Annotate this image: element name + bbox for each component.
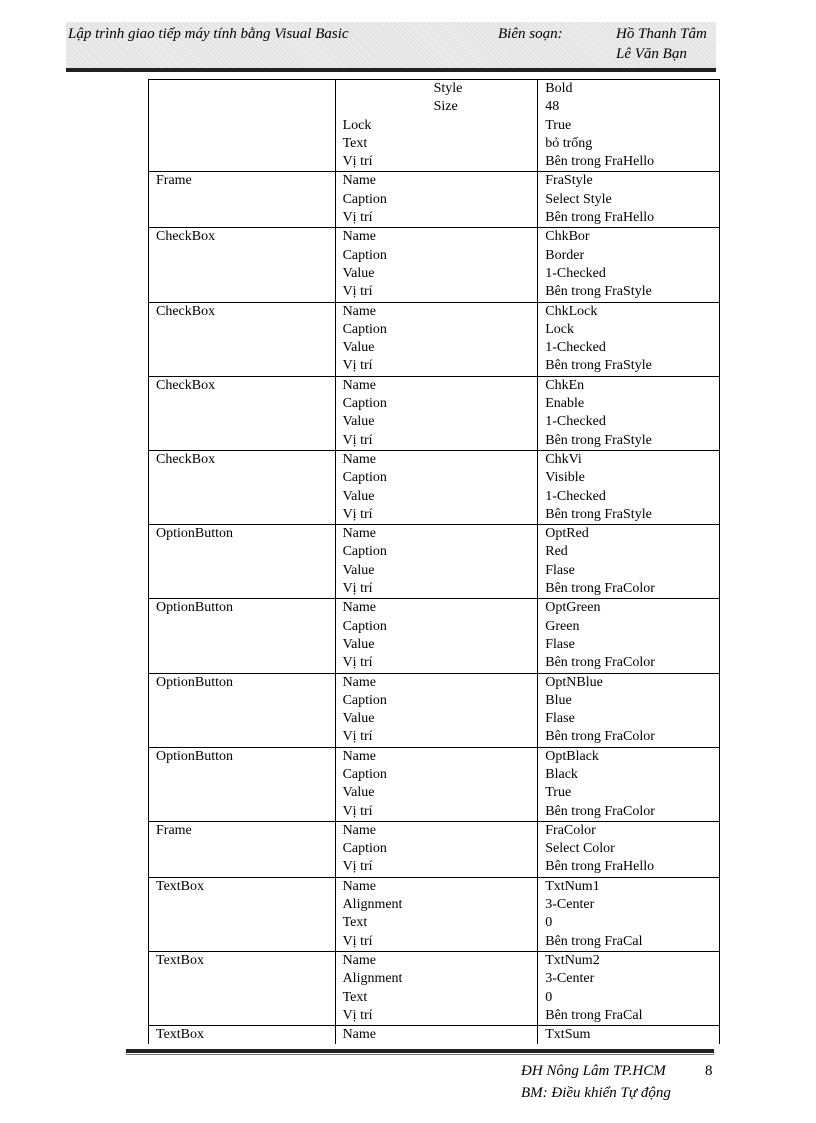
property-name: Value: [342, 414, 375, 430]
property-name: Vị trí: [342, 506, 373, 522]
property-value: Bên trong FraCal: [545, 1007, 643, 1023]
property-name: Vị trí: [342, 432, 373, 448]
property-name: Vị trí: [342, 803, 373, 819]
property-name: Vị trí: [342, 154, 373, 170]
property-name: Alignment: [342, 971, 403, 987]
property-name: Name: [342, 600, 376, 616]
property-cell: [335, 747, 538, 821]
property-cell: [335, 228, 538, 302]
table-row: [149, 673, 720, 747]
property-cell: [335, 450, 538, 524]
property-name: Caption: [342, 396, 387, 412]
page-header: [66, 22, 716, 68]
property-value: Lock: [545, 321, 575, 337]
control-cell: [149, 172, 336, 228]
property-value: FraStyle: [545, 173, 593, 189]
property-value: Bên trong FraStyle: [545, 506, 652, 522]
property-name: Vị trí: [342, 655, 373, 671]
property-value: 0: [545, 989, 553, 1005]
page-footer: [521, 1060, 671, 1104]
property-cell: [335, 376, 538, 450]
control-cell: [149, 877, 336, 951]
property-table: [148, 79, 720, 1044]
control-cell: [149, 951, 336, 1025]
property-name: Name: [342, 377, 376, 393]
header-rule: [66, 68, 716, 72]
property-name: Name: [342, 1027, 376, 1043]
value-cell: [538, 228, 720, 302]
property-name: Caption: [342, 470, 387, 486]
value-cell: [538, 747, 720, 821]
table-row: [149, 747, 720, 821]
table-row: [149, 80, 720, 172]
property-value: bỏ trống: [545, 135, 593, 151]
control-cell: [149, 228, 336, 302]
property-value: True: [545, 117, 572, 133]
value-cell: [538, 302, 720, 376]
property-value: Bên trong FraHello: [545, 859, 655, 875]
property-value: ChkLock: [545, 303, 598, 319]
property-value: Green: [545, 618, 580, 634]
value-cell: [538, 80, 720, 172]
control-cell: [149, 80, 336, 172]
property-value: Flase: [545, 562, 575, 578]
table-row: [149, 450, 720, 524]
property-value: Red: [545, 544, 568, 560]
control-type: Frame: [156, 173, 192, 189]
page-number: 8: [705, 1063, 713, 1079]
footer-line-2: BM: Điều khiển Tự động: [521, 1085, 671, 1101]
property-name: Vị trí: [342, 581, 373, 597]
control-type: TextBox: [156, 952, 205, 968]
property-value: Bên trong FraColor: [545, 655, 655, 671]
property-name: Text: [342, 915, 368, 931]
property-value: Bên trong FraStyle: [545, 358, 652, 374]
property-value: Visible: [545, 470, 585, 486]
property-name: Lock: [342, 117, 372, 133]
property-value: Blue: [545, 692, 572, 708]
control-type: CheckBox: [156, 303, 216, 319]
control-cell: [149, 376, 336, 450]
property-value: ChkBor: [545, 229, 590, 245]
property-name: Size: [433, 99, 458, 115]
property-value: 1-Checked: [545, 414, 606, 430]
value-cell: [538, 599, 720, 673]
property-cell: [335, 302, 538, 376]
property-value: Select Color: [545, 841, 615, 857]
property-value: Bên trong FraHello: [545, 210, 655, 226]
header-title: Lập trình giao tiếp máy tính bằng Visual Basic: [68, 26, 349, 42]
control-cell: [149, 747, 336, 821]
property-value: OptNBlue: [545, 674, 603, 690]
property-name: Value: [342, 488, 375, 504]
property-name: Alignment: [342, 897, 403, 913]
header-author-2: Lê Văn Bạn: [616, 46, 687, 62]
property-name: Name: [342, 674, 376, 690]
property-value: Bên trong FraHello: [545, 154, 655, 170]
property-value: OptBlack: [545, 748, 599, 764]
property-name: Name: [342, 952, 376, 968]
property-value: ChkVi: [545, 451, 582, 467]
control-cell: [149, 673, 336, 747]
property-value: Enable: [545, 396, 585, 412]
table-row: [149, 951, 720, 1025]
property-name: Caption: [342, 247, 387, 263]
control-cell: [149, 821, 336, 877]
property-value: ChkEn: [545, 377, 585, 393]
property-cell: [335, 821, 538, 877]
property-value: Bên trong FraColor: [545, 729, 655, 745]
footer-rule: [126, 1049, 714, 1053]
table-row: [149, 1026, 720, 1045]
table-row: [149, 376, 720, 450]
control-type: CheckBox: [156, 377, 216, 393]
property-name: Vị trí: [342, 210, 373, 226]
value-cell: [538, 821, 720, 877]
property-name: Vị trí: [342, 284, 373, 300]
property-value: Bên trong FraCal: [545, 933, 643, 949]
table-row: [149, 228, 720, 302]
property-value: Bên trong FraColor: [545, 803, 655, 819]
property-name: Name: [342, 526, 376, 542]
control-cell: [149, 302, 336, 376]
property-value: Flase: [545, 636, 575, 652]
control-type: OptionButton: [156, 674, 234, 690]
property-value: Bên trong FraStyle: [545, 284, 652, 300]
property-value: FraColor: [545, 822, 596, 838]
control-type: OptionButton: [156, 600, 234, 616]
property-value: Select Style: [545, 191, 612, 207]
property-name: Vị trí: [342, 358, 373, 374]
property-name: Text: [342, 989, 368, 1005]
property-name: Caption: [342, 321, 387, 337]
table-row: [149, 302, 720, 376]
property-value: Black: [545, 766, 578, 782]
value-cell: [538, 450, 720, 524]
control-type: TextBox: [156, 878, 205, 894]
control-type: TextBox: [156, 1027, 205, 1043]
property-value: 1-Checked: [545, 340, 606, 356]
property-name: Vị trí: [342, 859, 373, 875]
property-name: Name: [342, 451, 376, 467]
property-cell: [335, 877, 538, 951]
header-author-1: Hồ Thanh Tâm: [616, 26, 707, 42]
property-name: Value: [342, 562, 375, 578]
property-cell: [335, 673, 538, 747]
footer-rule-thin: [126, 1054, 714, 1055]
table-row: [149, 821, 720, 877]
property-cell: [335, 951, 538, 1025]
control-cell: [149, 1026, 336, 1045]
property-value: True: [545, 785, 572, 801]
property-value: 1-Checked: [545, 265, 606, 281]
property-cell: [335, 599, 538, 673]
property-value: OptGreen: [545, 600, 601, 616]
property-name: Caption: [342, 692, 387, 708]
property-cell: [335, 525, 538, 599]
property-name: Caption: [342, 191, 387, 207]
value-cell: [538, 877, 720, 951]
property-value: Border: [545, 247, 585, 263]
property-name: Value: [342, 636, 375, 652]
control-type: CheckBox: [156, 229, 216, 245]
control-type: CheckBox: [156, 451, 216, 467]
property-name: Value: [342, 711, 375, 727]
table-row: [149, 599, 720, 673]
property-name: Name: [342, 229, 376, 245]
property-name: Vị trí: [342, 729, 373, 745]
property-name: Vị trí: [342, 933, 373, 949]
property-value: TxtSum: [545, 1027, 591, 1043]
property-name: Value: [342, 785, 375, 801]
property-cell: [335, 172, 538, 228]
control-cell: [149, 450, 336, 524]
property-value: 0: [545, 915, 553, 931]
property-cell: [335, 80, 538, 172]
control-type: [156, 80, 335, 98]
property-value: TxtNum1: [545, 878, 600, 894]
property-name: Name: [342, 822, 376, 838]
value-cell: [538, 1026, 720, 1045]
property-name: Style: [433, 81, 463, 96]
property-value: 3-Center: [545, 971, 595, 987]
property-name: Caption: [342, 544, 387, 560]
property-value: 1-Checked: [545, 488, 606, 504]
property-name: Name: [342, 303, 376, 319]
control-type: OptionButton: [156, 748, 234, 764]
control-cell: [149, 525, 336, 599]
property-name: Caption: [342, 618, 387, 634]
value-cell: [538, 525, 720, 599]
property-value: 48: [545, 99, 560, 115]
property-name: Name: [342, 878, 376, 894]
property-name: Caption: [342, 766, 387, 782]
property-value: Bold: [545, 81, 573, 96]
property-name: Name: [342, 748, 376, 764]
value-cell: [538, 951, 720, 1025]
property-table-body: [149, 80, 720, 1045]
control-cell: [149, 599, 336, 673]
header-author-label: Biên soạn:: [498, 26, 563, 42]
property-name: Value: [342, 265, 375, 281]
property-cell: [335, 1026, 538, 1045]
value-cell: [538, 172, 720, 228]
value-cell: [538, 376, 720, 450]
control-type: Frame: [156, 822, 192, 838]
table-row: [149, 877, 720, 951]
property-value: Bên trong FraStyle: [545, 432, 652, 448]
property-value: Bên trong FraColor: [545, 581, 655, 597]
property-name: Text: [342, 135, 368, 151]
property-value: 3-Center: [545, 897, 595, 913]
property-name: Value: [342, 340, 375, 356]
property-name: Vị trí: [342, 1007, 373, 1023]
property-value: Flase: [545, 711, 575, 727]
property-name: Caption: [342, 841, 387, 857]
footer-line-1: ĐH Nông Lâm TP.HCM: [521, 1063, 666, 1079]
property-name: Name: [342, 173, 376, 189]
table-row: [149, 172, 720, 228]
table-row: [149, 525, 720, 599]
value-cell: [538, 673, 720, 747]
control-type: OptionButton: [156, 526, 234, 542]
property-value: TxtNum2: [545, 952, 600, 968]
property-value: OptRed: [545, 526, 589, 542]
